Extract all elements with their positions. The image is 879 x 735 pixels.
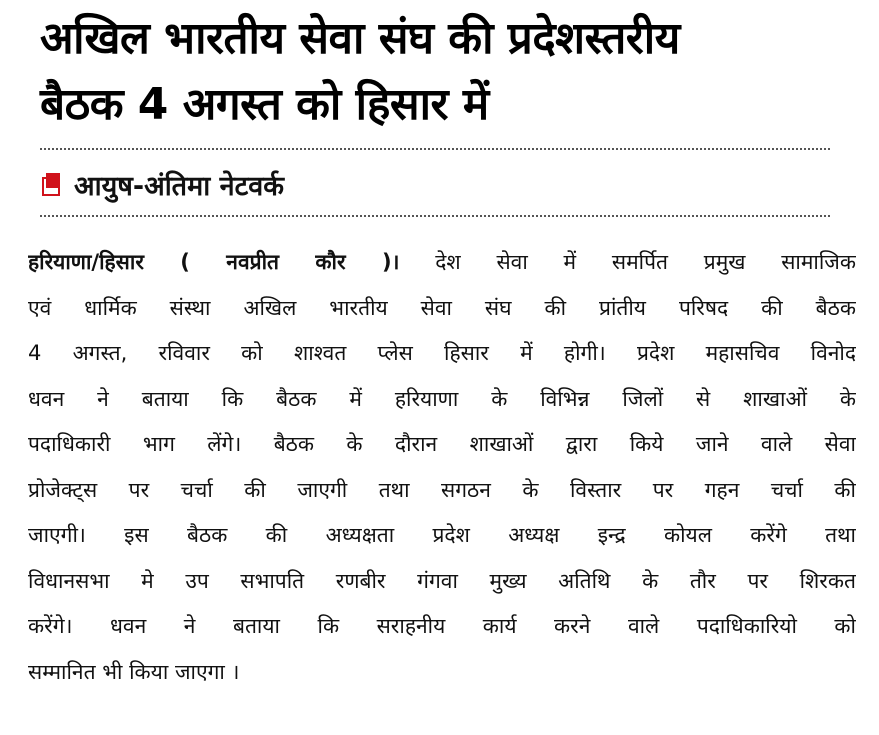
article-body (28, 240, 856, 695)
body-line: करेंगे। धवन ने बताया कि सराहनीय कार्य करने वाले पदाधिकारियो को (28, 614, 856, 638)
byline (42, 162, 284, 206)
headline (40, 6, 840, 138)
headline-line-2: बैठक 4 अगस्त को हिसार में (40, 79, 489, 130)
body-line: एवं धार्मिक संस्था अखिल भारतीय सेवा संघ की प्रांतीय परिषद की बैठक (28, 295, 856, 320)
body-line-text: देश सेवा में समर्पित प्रमुख सामाजिक (399, 250, 856, 274)
byline-text: आयुष-अंतिमा नेटवर्क (74, 170, 284, 202)
body-line: सम्मानित भी किया जाएगा । (28, 659, 240, 684)
dotted-divider-bottom (40, 215, 830, 217)
headline-line-1: अखिल भारतीय सेवा संघ की प्रदेशस्तरीय (40, 13, 680, 64)
body-line: 4 अगस्त, रविवार को शाश्वत प्लेस हिसार में होगी। प्रदेश महासचिव विनोद (28, 341, 856, 365)
body-line: विधानसभा मे उप सभापति रणबीर गंगवा मुख्य अतिथि के तौर पर शिरकत (28, 568, 856, 593)
body-line: प्रोजेक्ट्स पर चर्चा की जाएगी तथा सगठन के विस्तार पर गहन चर्चा की (28, 477, 856, 502)
body-line (28, 240, 856, 286)
body-line: धवन ने बताया कि बैठक में हरियाणा के विभिन्न जिलों से शाखाओं के (28, 386, 856, 411)
dotted-divider-top (40, 148, 830, 150)
dateline: हरियाणा/हिसार ( नवप्रीत कौर )। (28, 250, 400, 274)
square-bullet-icon (42, 173, 62, 195)
body-line: पदाधिकारी भाग लेंगे। बैठक के दौरान शाखाओं द्वारा किये जाने वाले सेवा (28, 432, 856, 456)
body-line: जाएगी। इस बैठक की अध्यक्षता प्रदेश अध्यक्ष इन्द्र कोयल करेंगे तथा (28, 523, 856, 547)
